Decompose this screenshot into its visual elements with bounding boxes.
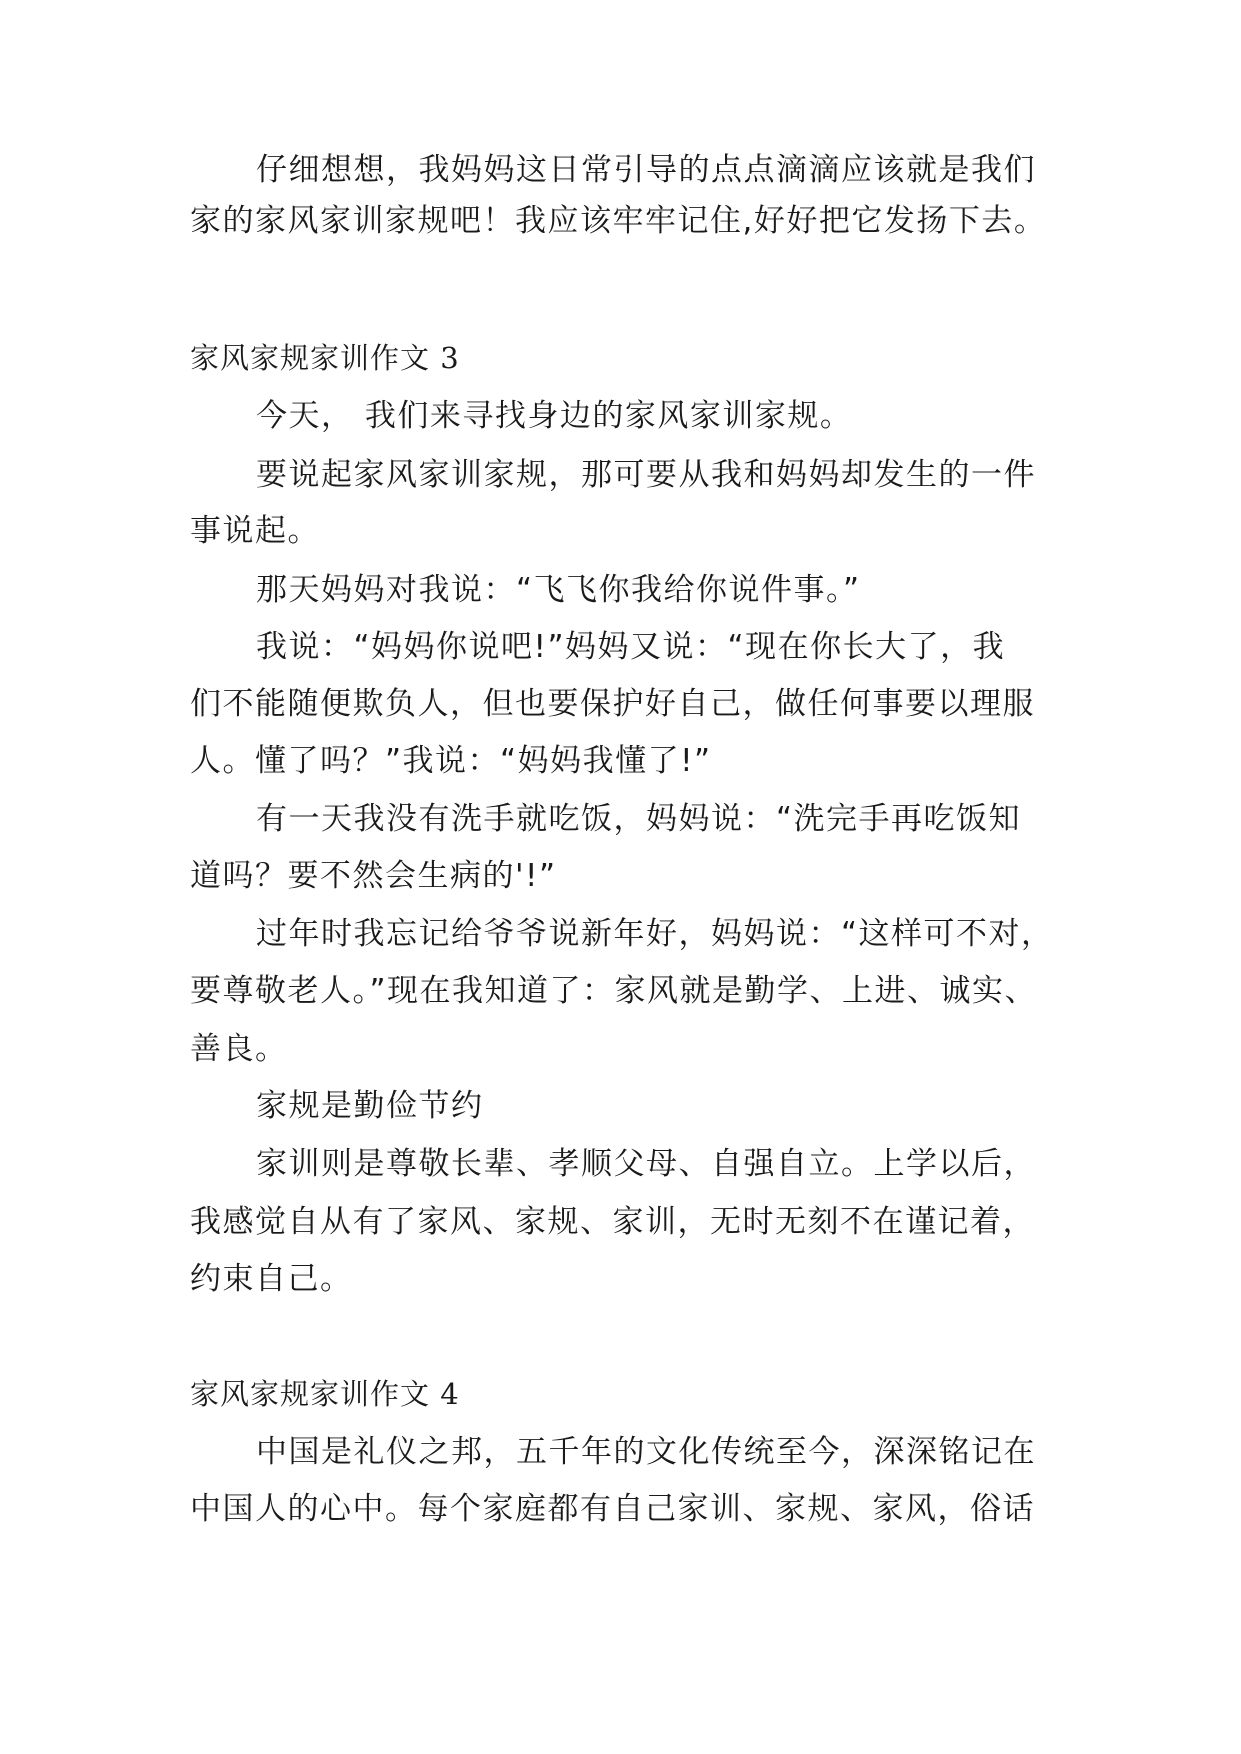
paragraph-line: 今天， 我们来寻找身边的家风家训家规。: [256, 398, 853, 434]
paragraph-line: 要尊敬老人。”现在我知道了：家风就是勤学、上进、诚实、: [190, 973, 1038, 1009]
paragraph-line: 那天妈妈对我说：“飞飞你我给你说件事。”: [256, 572, 861, 608]
paragraph-line: 要说起家风家训家规，那可要从我和妈妈却发生的一件: [256, 457, 1036, 493]
paragraph-line: 家训则是尊敬长辈、孝顺父母、自强自立。上学以后，: [256, 1146, 1036, 1182]
paragraph-line: 家规是勤俭节约: [256, 1088, 484, 1124]
paragraph-line: 有一天我没有洗手就吃饭，妈妈说：“洗完手再吃饭知: [256, 801, 1022, 837]
paragraph-line: 道吗？要不然会生病的'!”: [190, 858, 557, 894]
paragraph-line: 我说：“妈妈你说吧!”妈妈又说：“现在你长大了，我: [256, 629, 1006, 665]
paragraph-line: 中国人的心中。每个家庭都有自己家训、家规、家风，俗话: [190, 1491, 1035, 1527]
paragraph-line: 事说起。: [190, 513, 320, 549]
paragraph-line: 仔细想想，我妈妈这日常引导的点点滴滴应该就是我们: [256, 152, 1036, 188]
paragraph-line: 们不能随便欺负人，但也要保护好自己，做任何事要以理服: [190, 686, 1035, 722]
paragraph-line: 人。懂了吗？”我说：“妈妈我懂了!”: [190, 743, 712, 779]
paragraph-line: 中国是礼仪之邦，五千年的文化传统至今，深深铭记在: [256, 1434, 1036, 1470]
paragraph-line: 约束自己。: [190, 1261, 353, 1297]
paragraph-line: 过年时我忘记给爷爷说新年好，妈妈说：“这样可不对，: [256, 916, 1054, 952]
paragraph-line: 善良。: [190, 1031, 288, 1067]
paragraph-line: 我感觉自从有了家风、家规、家训，无时无刻不在谨记着，: [190, 1204, 1035, 1240]
section-heading: 家风家规家训作文 3: [190, 341, 460, 375]
section-heading: 家风家规家训作文 4: [190, 1377, 460, 1411]
paragraph-line: 家的家风家训家规吧！我应该牢牢记住,好好把它发扬下去。: [190, 203, 1047, 239]
